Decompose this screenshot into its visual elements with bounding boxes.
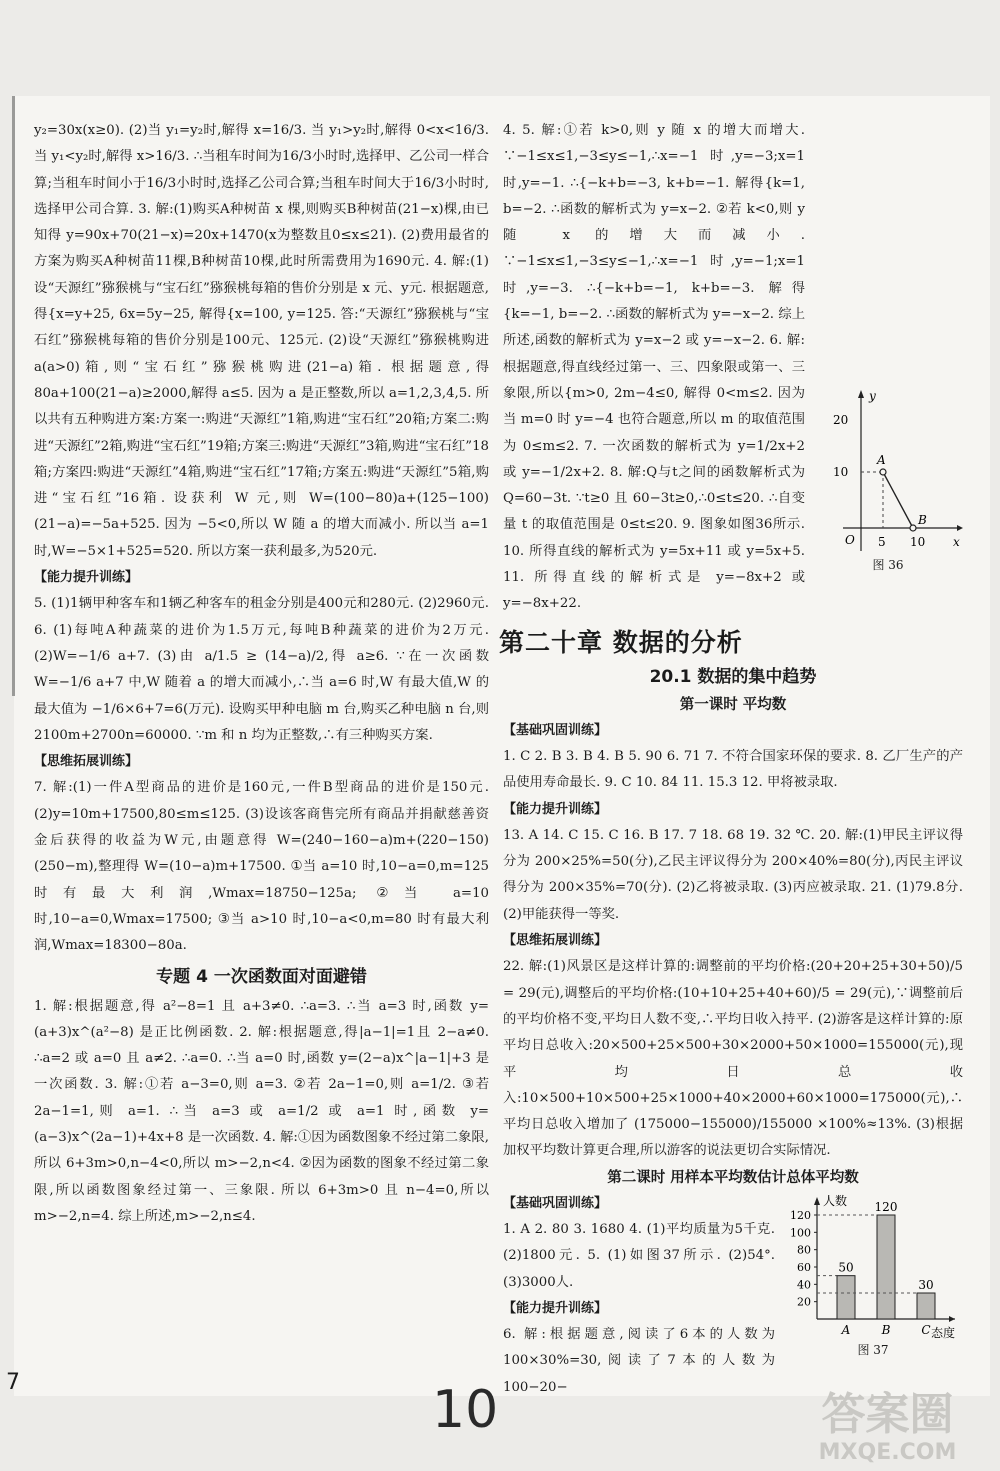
bar-B [877, 1215, 895, 1319]
topic-title: 专题 4 一次函数面对面避错 [156, 966, 367, 987]
answer-block: 7. 解:(1)一件A型商品的进价是160元,一件B型商品的进价是150元. (2)y=10m+17500,80≤m≤125. (3)设该客商售完所有商品并捐献慈善资金后获得的收益为W元,由题意得 W=(240−160−a)m+(220−150)(250−m),整理得 W=(10−a)m+17500. ①当 a=10 时,10−a=0,m=125 时有最大利润,Wmax=18750−125a; ②当 a=10 时,10−a=0,Wmax=17500; ③当 a>10 时,10−a<0,m=80 时有最大利润,Wmax=18300−80a. [34, 780, 489, 954]
figure-36-graph [813, 386, 963, 556]
section-heading: 【基础巩固训练】 [503, 722, 608, 738]
y-tick-label: 120 [790, 1208, 811, 1222]
left-column [34, 118, 489, 1230]
origin-label: O [845, 533, 855, 547]
right-column [499, 118, 963, 1401]
y-tick-label: 20 [833, 413, 849, 427]
answer-block: 13. A 14. C 15. C 16. B 17. 7 18. 68 19. 32 ℃. 20. 解:(1)甲民主评议得分为 200×25%=50(分),乙民主评议得分为 200×40%=80(分),丙民主评议得分为 200×35%=70(分). (2)乙将被录取. (3)丙应被录取. 21. (1)79.8分. (2)甲能获得一等奖. [503, 827, 963, 922]
bar-C [917, 1293, 935, 1319]
answer-block: 1. A 2. 80 3. 1680 4. (1)平均质量为5千克. (2)1800元. 5. (1)如图37所示. (2)54°. (3)3000人. [503, 1221, 775, 1290]
point-b-label: B [918, 513, 927, 527]
figure-36 [813, 386, 963, 574]
category-label: A [841, 1322, 851, 1337]
left-margin-bar [12, 96, 15, 696]
answer-block: 4. 5. 解:①若 k>0,则 y 随 x 的增大而增大. ∵−1≤x≤1,−3≤y≤−1,∴x=−1 时,y=−3;x=1 时,y=−1. ∴{−k+b=−3, k+b=−1. 解得{k=1, b=−2. ∴函数的解析式为 y=x−2. ②若 k<0,则 y 随 x 的增大而减小. ∵−1≤x≤1,−3≤y≤−1,∴x=−1 时,y=−1;x=1 时,y=−3. ∴{−k+b=−1, k+b=−3. 解得{k=−1, b=−2. ∴函数的解析式为 y=−x−2. 综上所述,函数的解析式为 y=x−2 或 y=−x−2. 6. 解:根据题意,得直线经过第一、三、四象限或第一、三象限,所以{m>0, 2m−4≤0, 解得 0<m≤2. 因为当 m=0 时 y=−4 也符合题意,所以 m 的取值范围为 0≤m≤2. 7. 一次函数的解析式为 y=1/2x+2 或 y=−1/2x+2. 8. 解:Q与t之间的函数解析式为 Q=60−3t. ∵t≥0 且 60−3t≥0,∴0≤t≤20. ∴自变量 t 的取值范围是 0≤t≤20. 9. 图象如图36所示. 10. 所得直线的解析式为 y=5x+11 或 y=5x+5. 11. 所得直线的解析式是 y=−8x+2 或 y=−8x+22. [503, 123, 805, 612]
y-axis-label: y [869, 389, 876, 403]
section-heading: 【能力提升训练】 [34, 570, 139, 586]
answer-block: 1. 解:根据题意,得 a²−8=1 且 a+3≠0. ∴a=3. ∴当 a=3 时,函数 y=(a+3)x^(a²−8) 是正比例函数. 2. 解:根据题意,得|a−1|=1且 2−a≠0. ∴a=2 或 a=0 且 a≠2. ∴a=0. ∴当 a=0 时,函数 y=(2−a)x^|a−1|+3 是一次函数. 3. 解:①若 a−3=0,则 a=3. ②若 2a−1=0,则 a=1/2. ③若 2a−1=1,则 a=1. ∴当 a=3 或 a=1/2 或 a=1 时,函数 y=(a−3)x^(2a−1)+4x+8 是一次函数. 4. 解:①因为函数图象不经过第二象限,所以 6+3m>0,n−4<0,所以 m>−2,n<4. ②因为函数的图象不经过第二象限,所以函数图象经过第一、三象限. 所以 6+3m>0 且 n−4=0,所以 m>−2,n=4. 综上所述,m>−2,n≤4. [34, 998, 489, 1224]
y-tick-label: 80 [797, 1243, 811, 1257]
segment-ab [883, 472, 913, 528]
point-b [910, 525, 916, 531]
y-axis-label: 人数 [823, 1193, 848, 1208]
bar-value-label: 50 [838, 1260, 854, 1275]
y-tick-label: 100 [790, 1226, 811, 1240]
bar-value-label: 30 [918, 1277, 934, 1292]
bar-value-label: 120 [874, 1199, 898, 1214]
figure-caption: 图 37 [857, 1342, 889, 1357]
figure-37 [783, 1191, 963, 1359]
category-label: C [921, 1322, 931, 1337]
watermark-url: MXQE.COM [818, 1440, 957, 1465]
y-tick-label: 10 [833, 465, 849, 479]
lesson-title: 第一课时 平均数 [679, 696, 787, 713]
x-axis-label: x [953, 535, 960, 549]
watermark-logo [780, 1390, 995, 1466]
point-a [880, 469, 886, 475]
y-tick-label: 40 [797, 1278, 811, 1292]
bar-A [837, 1275, 855, 1318]
category-label: B [881, 1322, 891, 1337]
figure-caption: 图 36 [872, 558, 904, 572]
lesson-title: 第二课时 用样本平均数估计总体平均数 [607, 1169, 859, 1186]
section-heading: 【能力提升训练】 [503, 801, 608, 817]
answer-block: 22. 解:(1)风景区是这样计算的:调整前的平均价格:(20+20+25+30+50)/5 = 29(元),调整后的平均价格:(10+10+25+40+60)/5 = 29(元),∵调整前后的平均价格不变,平均日人数不变,∴平均日收入持平. (2)游客是这样计算的:原平均日总收入:20×500+25×500+30×2000+50×1000=155000(元),现平均日总收入:10×500+10×500+25×1000+40×2000+60×1000=175000(元),∴平均日总收入增加了 (175000−155000)/155000 ×100%≈13%. (3)根据加权平均数计算更合理,所以游客的说法更切合实际情况. [503, 959, 963, 1159]
x-axis-label: 态度 [931, 1325, 956, 1340]
watermark-text: 答案圈 [821, 1389, 954, 1440]
page-number: 7 [6, 1370, 20, 1395]
y-tick-label: 60 [797, 1260, 811, 1274]
figure-37-chart [783, 1191, 963, 1341]
answer-block: 1. C 2. B 3. B 4. B 5. 90 6. 71 7. 不符合国家环保的要求. 8. 乙厂生产的产品使用寿命最长. 9. C 10. 84 11. 15.3 12. 甲将被录取. [503, 748, 963, 791]
chapter-title: 第二十章 数据的分析 [499, 627, 743, 657]
x-tick-label: 10 [910, 535, 926, 549]
answer-block: 6. 解:根据题意,阅读了6本的人数为 100×30%=30,阅读了7本的人数为 100−20− [503, 1327, 775, 1395]
x-tick-label: 5 [878, 535, 886, 549]
handwritten-note: 10 [432, 1380, 499, 1440]
section-title: 20.1 数据的集中趋势 [649, 666, 817, 687]
section-heading: 【思维拓展训练】 [503, 933, 608, 949]
answer-block: 5. (1)1辆甲种客车和1辆乙种客车的租金分别是400元和280元. (2)2960元. 6. (1)每吨A种蔬菜的进价为1.5万元,每吨B种蔬菜的进价为2万元. (2)W=−1/6 a+7. (3)由 a/1.5 ≥ (14−a)/2,得 a≥6. ∵在一次函数 W=−1/6 a+7 中,W 随着 a 的增大而减小,∴当 a=6 时,W 有最大值,W 的最大值为 −1/6×6+7=6(万元). 设购买甲种电脑 m 台,购买乙种电脑 n 台,则 2100m+2700n=60000. ∵m 和 n 均为正整数,∴有三种购买方案. [34, 596, 489, 743]
answer-block: y₂=30x(x≥0). (2)当 y₁=y₂时,解得 x=16/3. 当 y₁>y₂时,解得 0<x<16/3. 当 y₁<y₂时,解得 x>16/3. ∴当租车时间为16/3小时时,选择甲、乙公司一样合算;当租车时间小于16/3小时时,选择乙公司合算;当租车时间大于16/3小时时,选择甲公司合算. 3. 解:(1)购买A种树苗 x 棵,则购买B种树苗(21−x)棵,由已知得 y=90x+70(21−x)=20x+1470(x为整数且0≤x≤21). (2)费用最省的方案为购买A种树苗11棵,B种树苗10棵,此时所需费用为1690元. 4. 解:(1)设“天源红”猕猴桃与“宝石红”猕猴桃每箱的售价分别是 x 元、y元. 根据题意,得{x=y+25, 6x=5y−25, 解得{x=100, y=125. 答:“天源红”猕猴桃与“宝石红”猕猴桃每箱的售价分别是100元、125元. (2)设“天源红”猕猴桃购进 a(a>0)箱,则“宝石红”猕猴桃购进(21−a)箱. 根据题意,得 80a+100(21−a)≥2000,解得 a≤5. 因为 a 是正整数,所以 a=1,2,3,4,5. 所以共有五种购进方案:方案一:购进“天源红”1箱,购进“宝石红”20箱;方案二:购进“天源红”2箱,购进“宝石红”19箱;方案三:购进“天源红”3箱,购进“宝石红”18箱;方案四:购进“天源红”4箱,购进“宝石红”17箱;方案五:购进“天源红”5箱,购进“宝石红”16箱. 设获利 W 元,则 W=(100−80)a+(125−100)(21−a)=−5a+525. 因为 −5<0,所以 W 随 a 的增大而减小. 所以当 a=1 时,W=−5×1+525=520. 所以方案一获利最多,为520元. [34, 123, 489, 559]
y-tick-label: 20 [797, 1295, 811, 1309]
point-a-label: A [877, 453, 886, 467]
section-heading: 【基础巩固训练】 [503, 1195, 608, 1211]
section-heading: 【能力提升训练】 [503, 1300, 608, 1316]
section-heading: 【思维拓展训练】 [34, 754, 139, 770]
